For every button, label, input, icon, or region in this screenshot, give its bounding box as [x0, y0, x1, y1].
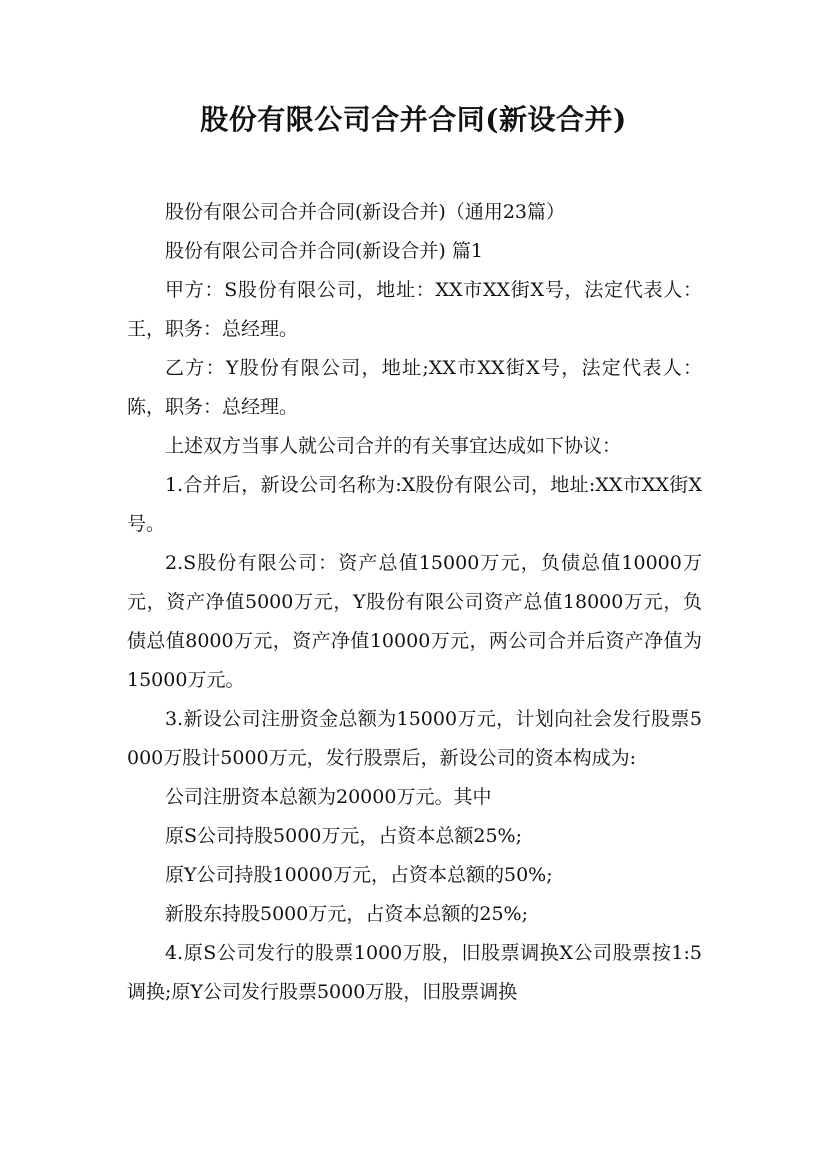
paragraph-clause-2: 2.S股份有限公司：资产总值15000万元，负债总值10000万元，资产净值5000万元，Y股份有限公司资产总值18000万元，负债总值8000万元，资产净值10000万元，两公司合并后资产净值为15000万元。 — [127, 552, 702, 691]
paragraph-chapter-heading: 股份有限公司合并合同(新设合并) 篇1 — [165, 240, 483, 262]
paragraph-share-s: 原S公司持股5000万元，占资本总额25%; — [165, 825, 523, 847]
document-title: 股份有限公司合并合同(新设合并) — [200, 103, 627, 136]
document-body — [127, 193, 702, 1012]
paragraph-clause-1: 1.合并后，新设公司名称为:X股份有限公司，地址:XX市XX街X号。 — [127, 474, 702, 535]
paragraph-subtitle: 股份有限公司合并合同(新设合并)（通用23篇） — [165, 201, 566, 223]
paragraph-clause-4: 4.原S公司发行的股票1000万股，旧股票调换X公司股票按1:5调换;原Y公司发行股票5000万股，旧股票调换 — [127, 942, 702, 1003]
paragraph-share-new: 新股东持股5000万元，占资本总额的25%; — [165, 903, 528, 925]
paragraph-party-b: 乙方：Y股份有限公司，地址;XX市XX街X号，法定代表人：陈，职务：总经理。 — [127, 357, 702, 418]
paragraph-share-y: 原Y公司持股10000万元，占资本总额的50%; — [165, 864, 553, 886]
paragraph-intro: 上述双方当事人就公司合并的有关事宜达成如下协议： — [165, 435, 622, 457]
paragraph-party-a: 甲方：S股份有限公司，地址：XX市XX街X号，法定代表人：王，职务：总经理。 — [127, 279, 702, 340]
paragraph-capital-total: 公司注册资本总额为20000万元。其中 — [165, 786, 492, 808]
paragraph-clause-3: 3.新设公司注册资金总额为15000万元，计划向社会发行股票5000万股计5000万元，发行股票后，新设公司的资本构成为: — [127, 708, 702, 769]
